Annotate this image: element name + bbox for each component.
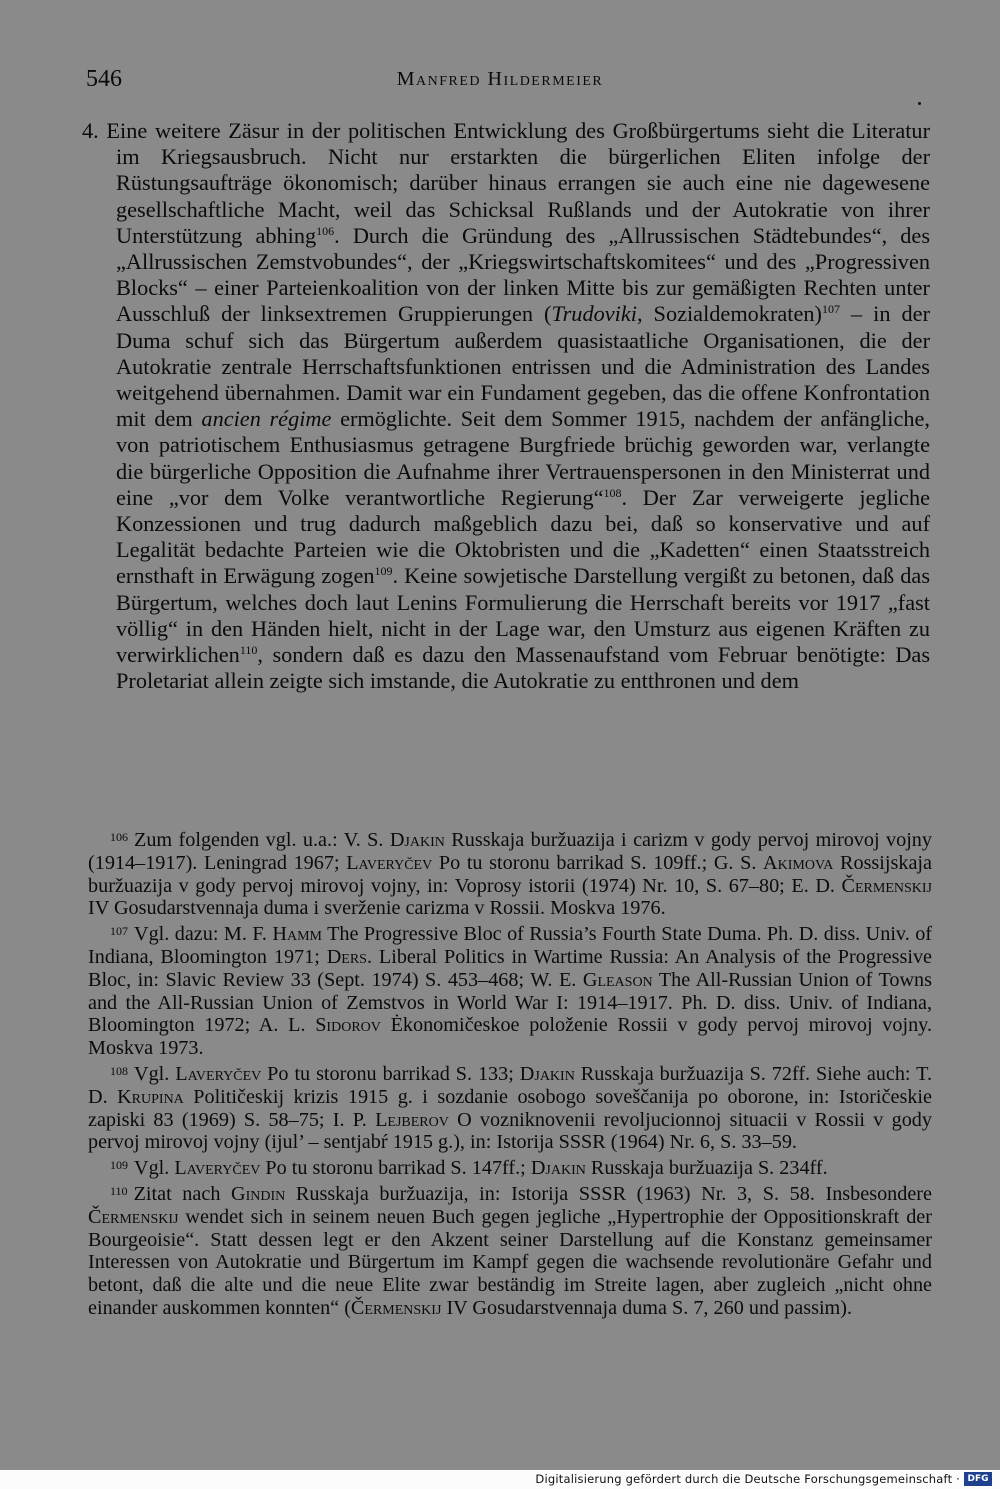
footnote-110 [88,1180,932,1320]
footnote-text: Vgl. Laveryčev Po tu storonu barrikad S. 147ff.; Djakin Russkaja buržuazija S. 234ff. [134,1157,828,1180]
page-number: 546 [86,66,122,92]
footnote-text: Vgl. Laveryčev Po tu storonu barrikad S. 133; Djakin Russkaja buržuazija S. 72ff. Siehe auch: T. D. Krupina Političeskij krizis 1915 g. i sozdanie osobogo soveščanija po oborone, in: Istoričeskie zapiski 83 (1969) S. 58–75; I. P. Lejberov O vozniknovenii revoljucionnoj situacii v Rossii v gody pervoj mirovoj vojny (ijul’ – sentjabŕ 1915 g.), in: Istorija SSSR (1964) Nr. 6, S. 33–59. [88,1062,932,1154]
scan-speck [918,102,921,105]
footnote-text: Zum folgenden vgl. u.a.: V. S. Djakin Russkaja buržuazija i carizm v gody pervoj mirovoj vojny (1914–1917). Leningrad 1967; Laveryčev Po tu storonu barrikad S. 109ff.; G. S. Akimova Rossijskaja buržuazija v gody pervoj mirovoj vojny, in: Voprosy istorii (1974) Nr. 10, S. 67–80; E. D. Čermenskij IV Gosudarstvennaja duma i sverženie carizma v Rossii. Moskva 1976. [88,829,932,920]
dfg-logo: DFG [964,1472,992,1486]
footnote-108 [88,1060,932,1154]
footnote-109 [88,1154,932,1180]
digitization-credit: Digitalisierung gefördert durch die Deutsche Forschungsgemeinschaft · [535,1472,960,1486]
footnote-number: 109 [110,1158,128,1173]
footnotes [88,826,933,1320]
running-head: Manfred Hildermeier [396,68,604,90]
body-paragraph: 4. Eine weitere Zäsur in der politischen Entwicklung des Großbürgertums sieht die Literatur im Kriegsausbruch. Nicht nur erstarkten die bürgerlichen Eliten infolge der Rüstungsaufträge ökonomisch; darüber hinaus errangen sie auch eine nie dagewesene gesellschaftliche Macht, weil das Schicksal Rußlands und der Autokratie von ihrer Unterstützung abhing$^{106}$. Durch die Gründung des „Allrussischen Städtebundes“, des „Allrussischen Zemstvobundes“, der „Kriegswirtschaftskomitees“ und des „Progressiven Blocks“ – einer Parteienkoalition von der linken Mitte bis zur gemäßigten Rechten unter Ausschluß der linksextremen Gruppierungen (Trudoviki, Sozialdemokraten)$^{107}$ – in der Duma schuf sich das Bürgertum außerdem quasistaatliche Organisationen, die der Autokratie zentrale Herrschaftsfunktionen entrissen und die Administration des Landes weitgehend übernahmen. Damit war ein Fundament gegeben, das die offene Konfrontation mit dem ancien régime ermöglichte. Seit dem Sommer 1915, nachdem der anfängliche, von patriotischem Enthusiasmus getragene Burgfriede brüchig geworden war, verlangte die bürgerliche Opposition die Aufnahme ihrer Vertrauenspersonen in den Ministerrat und eine „vor dem Volke verantwortliche Regierung“$^{108}$. Der Zar verweigerte jegliche Konzessionen und trug dadurch maßgeblich dazu bei, daß so konservative und auf Legalität bedachte Parteien wie die Oktobristen und die „Kadetten“ einen Staatsstreich ernsthaft in Erwägung zogen$^{109}$. Keine sowjetische Darstellung vergißt zu betonen, daß das Bürgertum, welches doch laut Lenins Formulierung die Herrschaft bereits vor 1917 „fast völlig“ in den Händen hielt, nicht in der Lage war, den Umsturz aus eigenen Kräften zu verwirklichen$^{110}$, sondern daß es dazu den Massenaufstand vom Februar benötigte: Das Proletariat allein zeigte sich imstande, die Autokratie zu entthronen und dem [82,118,931,694]
footnote-106 [88,826,932,920]
footnote-number: 108 [110,1063,128,1078]
footnote-number: 110 [110,1183,128,1198]
body-text [82,118,930,694]
footnote-107 [88,920,932,1060]
footnote-number: 106 [110,830,128,844]
footnote-text: Zitat nach Gindin Russkaja buržuazija, in: Istorija SSSR (1963) Nr. 3, S. 58. Insbesondere Čermenskij wendet sich in seinem neuen Buch gegen jegliche „Hypertrophie der Oppositionskraft der Bourgeoisie“. Statt dessen legt er den Akzent seiner Darstellung auf die Konstanz gemeinsamer Interessen von Autokratie und Bürgertum im Kampf gegen die wachsende revolutionäre Gefahr und betont, daß die alte und die neue Elite zwar beständig im Streite lagen, aber zugleich „nicht ohne einander auskommen konnten“ (Čermenskij IV Gosudarstvennaja duma S. 7, 260 und passim). [88,1182,932,1319]
footnote-number: 107 [110,924,128,939]
footnote-text: Vgl. dazu: M. F. Hamm The Progressive Bloc of Russia’s Fourth State Duma. Ph. D. diss. Univ. of Indiana, Bloomington 1971; Ders. Liberal Politics in Wartime Russia: An Analysis of the Progressive Bloc, in: Slavic Review 33 (Sept. 1974) S. 453–468; W. E. Gleason The All-Russian Union of Towns and the All-Russian Union of Zemstvos in World War I: 1914–1917. Ph. D. diss. Univ. of Indiana, Bloomington 1972; A. L. Sidorov Ėkonomičeskoe položenie Rossii v gody pervoj mirovoj vojny. Moskva 1973. [88,923,933,1060]
